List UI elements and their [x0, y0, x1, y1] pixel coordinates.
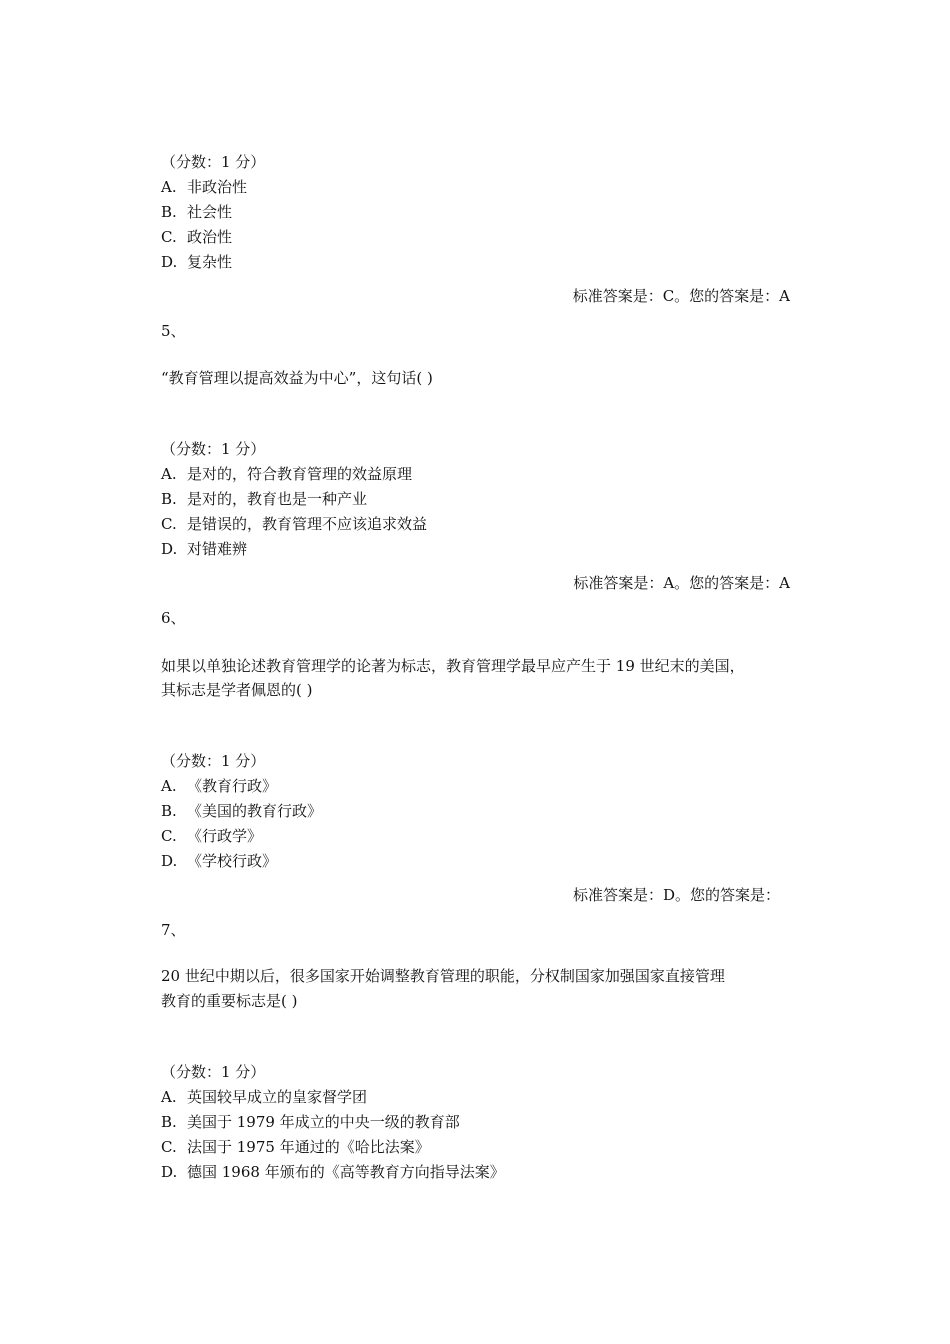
option-d	[161, 851, 277, 871]
option-letter: D.	[161, 540, 178, 558]
option-text: 非政治性	[187, 178, 248, 196]
option-text: 《美国的教育行政》	[187, 802, 323, 820]
option-c	[161, 826, 262, 846]
score-label: （分数：1 分）	[161, 752, 266, 770]
option-letter: A.	[161, 465, 177, 483]
question-text: 教育的重要标志是( )	[161, 992, 298, 1010]
option-text: 《教育行政》	[187, 777, 278, 795]
option-letter: B.	[161, 802, 177, 820]
option-letter: A.	[161, 178, 177, 196]
option-a	[161, 776, 277, 796]
option-d	[161, 539, 247, 559]
score-label: （分数：1 分）	[161, 153, 266, 171]
option-text: 《学校行政》	[187, 852, 278, 870]
question-number: 6、	[161, 609, 186, 627]
question-text: “教育管理以提高效益为中心”，这句话( )	[161, 369, 433, 387]
option-d	[161, 252, 232, 272]
option-b	[161, 1112, 460, 1132]
option-letter: D.	[161, 253, 178, 271]
option-letter: C.	[161, 228, 177, 246]
option-c	[161, 514, 427, 534]
option-a	[161, 177, 247, 197]
option-b	[161, 489, 367, 509]
option-b	[161, 202, 232, 222]
option-text: 复杂性	[187, 253, 233, 271]
option-letter: D.	[161, 852, 178, 870]
option-letter: C.	[161, 515, 177, 533]
option-text: 是对的，教育也是一种产业	[187, 490, 368, 508]
option-c	[161, 227, 232, 247]
option-text: 《行政学》	[187, 827, 263, 845]
option-a	[161, 464, 412, 484]
answer-line: 标准答案是：D。您的答案是：	[572, 886, 780, 904]
score-label: （分数：1 分）	[161, 1063, 266, 1081]
option-letter: C.	[161, 1138, 177, 1156]
answer-line: 标准答案是：A。您的答案是：A	[573, 574, 790, 592]
option-letter: C.	[161, 827, 177, 845]
option-b	[161, 801, 322, 821]
option-text: 政治性	[187, 228, 233, 246]
question-text: 20 世纪中期以后，很多国家开始调整教育管理的职能，分权制国家加强国家直接管理	[161, 967, 725, 985]
option-text: 是错误的，教育管理不应该追求效益	[187, 515, 428, 533]
question-number: 5、	[161, 322, 186, 340]
option-d	[161, 1162, 505, 1182]
option-c	[161, 1137, 430, 1157]
option-text: 英国较早成立的皇家督学团	[187, 1088, 368, 1106]
option-text: 社会性	[187, 203, 233, 221]
question-number: 7、	[161, 921, 186, 939]
question-text: 如果以单独论述教育管理学的论著为标志，教育管理学最早应产生于 19 世纪末的美国，	[161, 657, 745, 675]
option-letter: B.	[161, 203, 177, 221]
option-text: 是对的，符合教育管理的效益原理	[187, 465, 413, 483]
option-text: 美国于 1979 年成立的中央一级的教育部	[187, 1113, 460, 1131]
option-text: 德国 1968 年颁布的《高等教育方向指导法案》	[187, 1163, 505, 1181]
option-letter: A.	[161, 777, 177, 795]
option-text: 对错难辨	[187, 540, 248, 558]
option-text: 法国于 1975 年通过的《哈比法案》	[187, 1138, 430, 1156]
option-letter: A.	[161, 1088, 177, 1106]
answer-line: 标准答案是：C。您的答案是：A	[572, 287, 790, 305]
score-label: （分数：1 分）	[161, 440, 266, 458]
question-text: 其标志是学者佩恩的( )	[161, 681, 313, 699]
option-letter: B.	[161, 490, 177, 508]
option-letter: D.	[161, 1163, 178, 1181]
option-a	[161, 1087, 367, 1107]
option-letter: B.	[161, 1113, 177, 1131]
